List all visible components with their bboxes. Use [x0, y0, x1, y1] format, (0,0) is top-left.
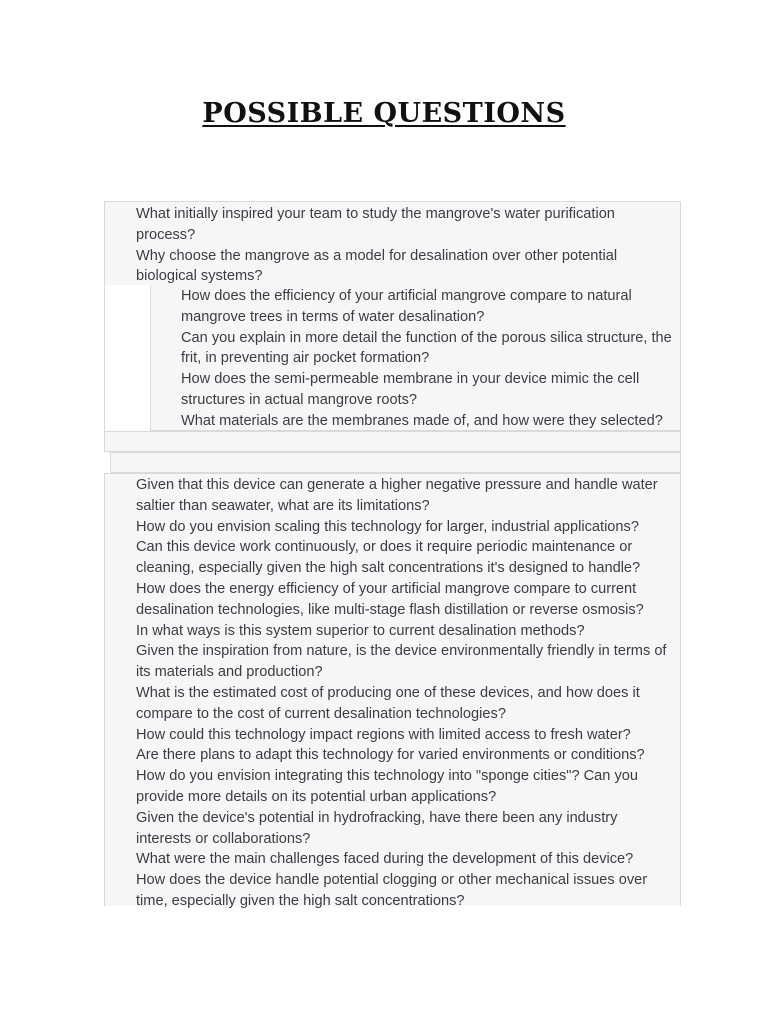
question-item: Can you explain in more detail the function of the porous silica structure, the frit, in preventing air pocket formation?	[181, 329, 672, 367]
question-item: How does the semi-permeable membrane in your device mimic the cell structures in actual mangrove roots?	[181, 371, 640, 408]
page-title: POSSIBLE QUESTIONS	[202, 98, 566, 129]
question-item: How do you envision integrating this technology into "sponge cities"? Can you provide more details on its potential urban applications?	[136, 768, 638, 805]
indent-spacer	[104, 285, 151, 431]
question-block-inspiration	[104, 201, 681, 286]
question-item: What is the estimated cost of producing one of these devices, and how does it compare to the cost of current desalination technologies?	[136, 684, 640, 722]
question-item: Given the inspiration from nature, is the device environmentally friendly in terms of its materials and production?	[136, 643, 667, 681]
question-item: How do you envision scaling this technology for larger, industrial applications?	[136, 518, 639, 535]
question-list	[181, 286, 672, 432]
question-item: How does the device handle potential clogging or other mechanical issues over time, especially given the high salt concentrations?	[136, 872, 648, 909]
question-list	[136, 204, 670, 287]
empty-row	[110, 452, 681, 473]
question-item: How does the energy efficiency of your artificial mangrove compare to current desalination technologies, like multi-stage flash distillation or reverse osmosis?	[136, 580, 644, 618]
question-item: What initially inspired your team to study the mangrove's water purification process?	[136, 206, 615, 243]
question-item: Are there plans to adapt this technology for varied environments or conditions?	[136, 747, 645, 764]
question-item: What were the main challenges faced during the development of this device?	[136, 851, 634, 868]
question-item: Given that this device can generate a higher negative pressure and handle water saltier than seawater, what are its limitations?	[136, 477, 658, 514]
question-block-applications	[104, 473, 681, 909]
question-item: How could this technology impact regions with limited access to fresh water?	[136, 726, 631, 743]
question-block-technical	[150, 285, 681, 431]
question-item: In what ways is this system superior to current desalination methods?	[136, 622, 585, 639]
question-item: What materials are the membranes made of, and how were they selected?	[181, 412, 663, 429]
empty-row	[104, 431, 681, 452]
question-item: Can this device work continuously, or does it require periodic maintenance or cleaning, especially given the high salt concentrations it's designed to handle?	[136, 539, 641, 577]
question-item: Given the device's potential in hydrofracking, have there been any industry interests or collaborations?	[136, 809, 618, 847]
question-list	[136, 475, 672, 912]
question-item: Why choose the mangrove as a model for desalination over other potential biological systems?	[136, 247, 618, 285]
question-item: How does the efficiency of your artificial mangrove compare to natural mangrove trees in terms of water desalination?	[181, 288, 632, 325]
